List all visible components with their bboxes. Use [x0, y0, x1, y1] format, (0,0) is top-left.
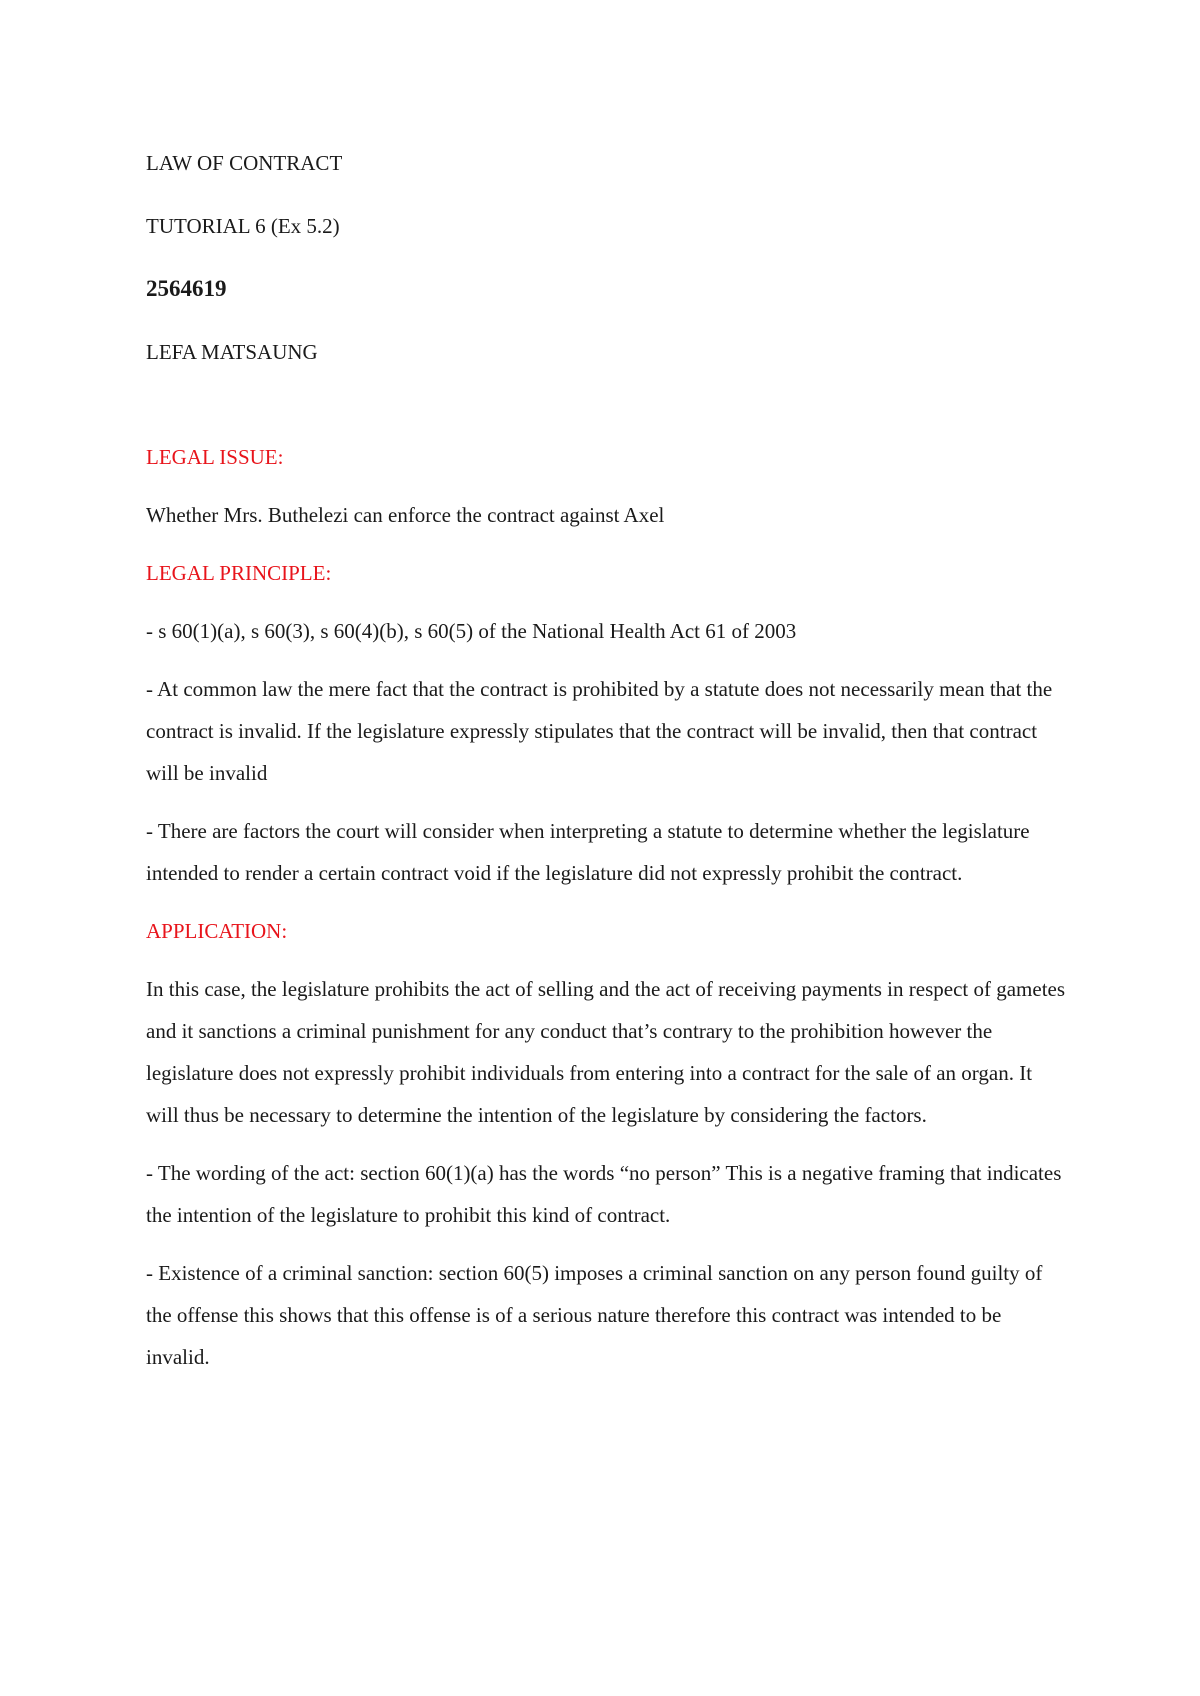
legal-issue-heading: LEGAL ISSUE: [146, 445, 284, 469]
application-point: - Existence of a criminal sanction: section 60(5) imposes a criminal sanction on any person found guilty of the offense this shows that this offense is of a serious nature therefore this contract was intended to be invalid. [146, 1261, 1043, 1369]
legal-principle-point: - s 60(1)(a), s 60(3), s 60(4)(b), s 60(5) of the National Health Act 61 of 2003 [146, 619, 797, 643]
student-name: LEFA MATSAUNG [146, 340, 318, 364]
application-heading: APPLICATION: [146, 919, 288, 943]
application-point: - The wording of the act: section 60(1)(a) has the words “no person” This is a negative framing that indicates the intention of the legislature to prohibit this kind of contract. [146, 1161, 1062, 1227]
course-title: LAW OF CONTRACT [146, 151, 343, 175]
legal-principle-heading: LEGAL PRINCIPLE: [146, 561, 332, 585]
student-number: 2564619 [146, 276, 227, 301]
tutorial-label: TUTORIAL 6 (Ex 5.2) [146, 214, 340, 238]
legal-issue-text: Whether Mrs. Buthelezi can enforce the contract against Axel [146, 503, 665, 527]
application-intro: In this case, the legislature prohibits the act of selling and the act of receiving payments in respect of gametes and it sanctions a criminal punishment for any conduct that’s contrary to the prohibition however the legislature does not expressly prohibit individuals from entering into a contract for the sale of an organ. It will thus be necessary to determine the intention of the legislature by considering the factors. [146, 977, 1066, 1127]
legal-principle-point: - At common law the mere fact that the contract is prohibited by a statute does not necessarily mean that the contract is invalid. If the legislature expressly stipulates that the contract will be invalid, then that contract will be invalid [146, 677, 1053, 785]
legal-principle-point: - There are factors the court will consider when interpreting a statute to determine whether the legislature intended to render a certain contract void if the legislature did not expressly prohibit the contract. [146, 819, 1030, 885]
document-body [146, 142, 1066, 1394]
